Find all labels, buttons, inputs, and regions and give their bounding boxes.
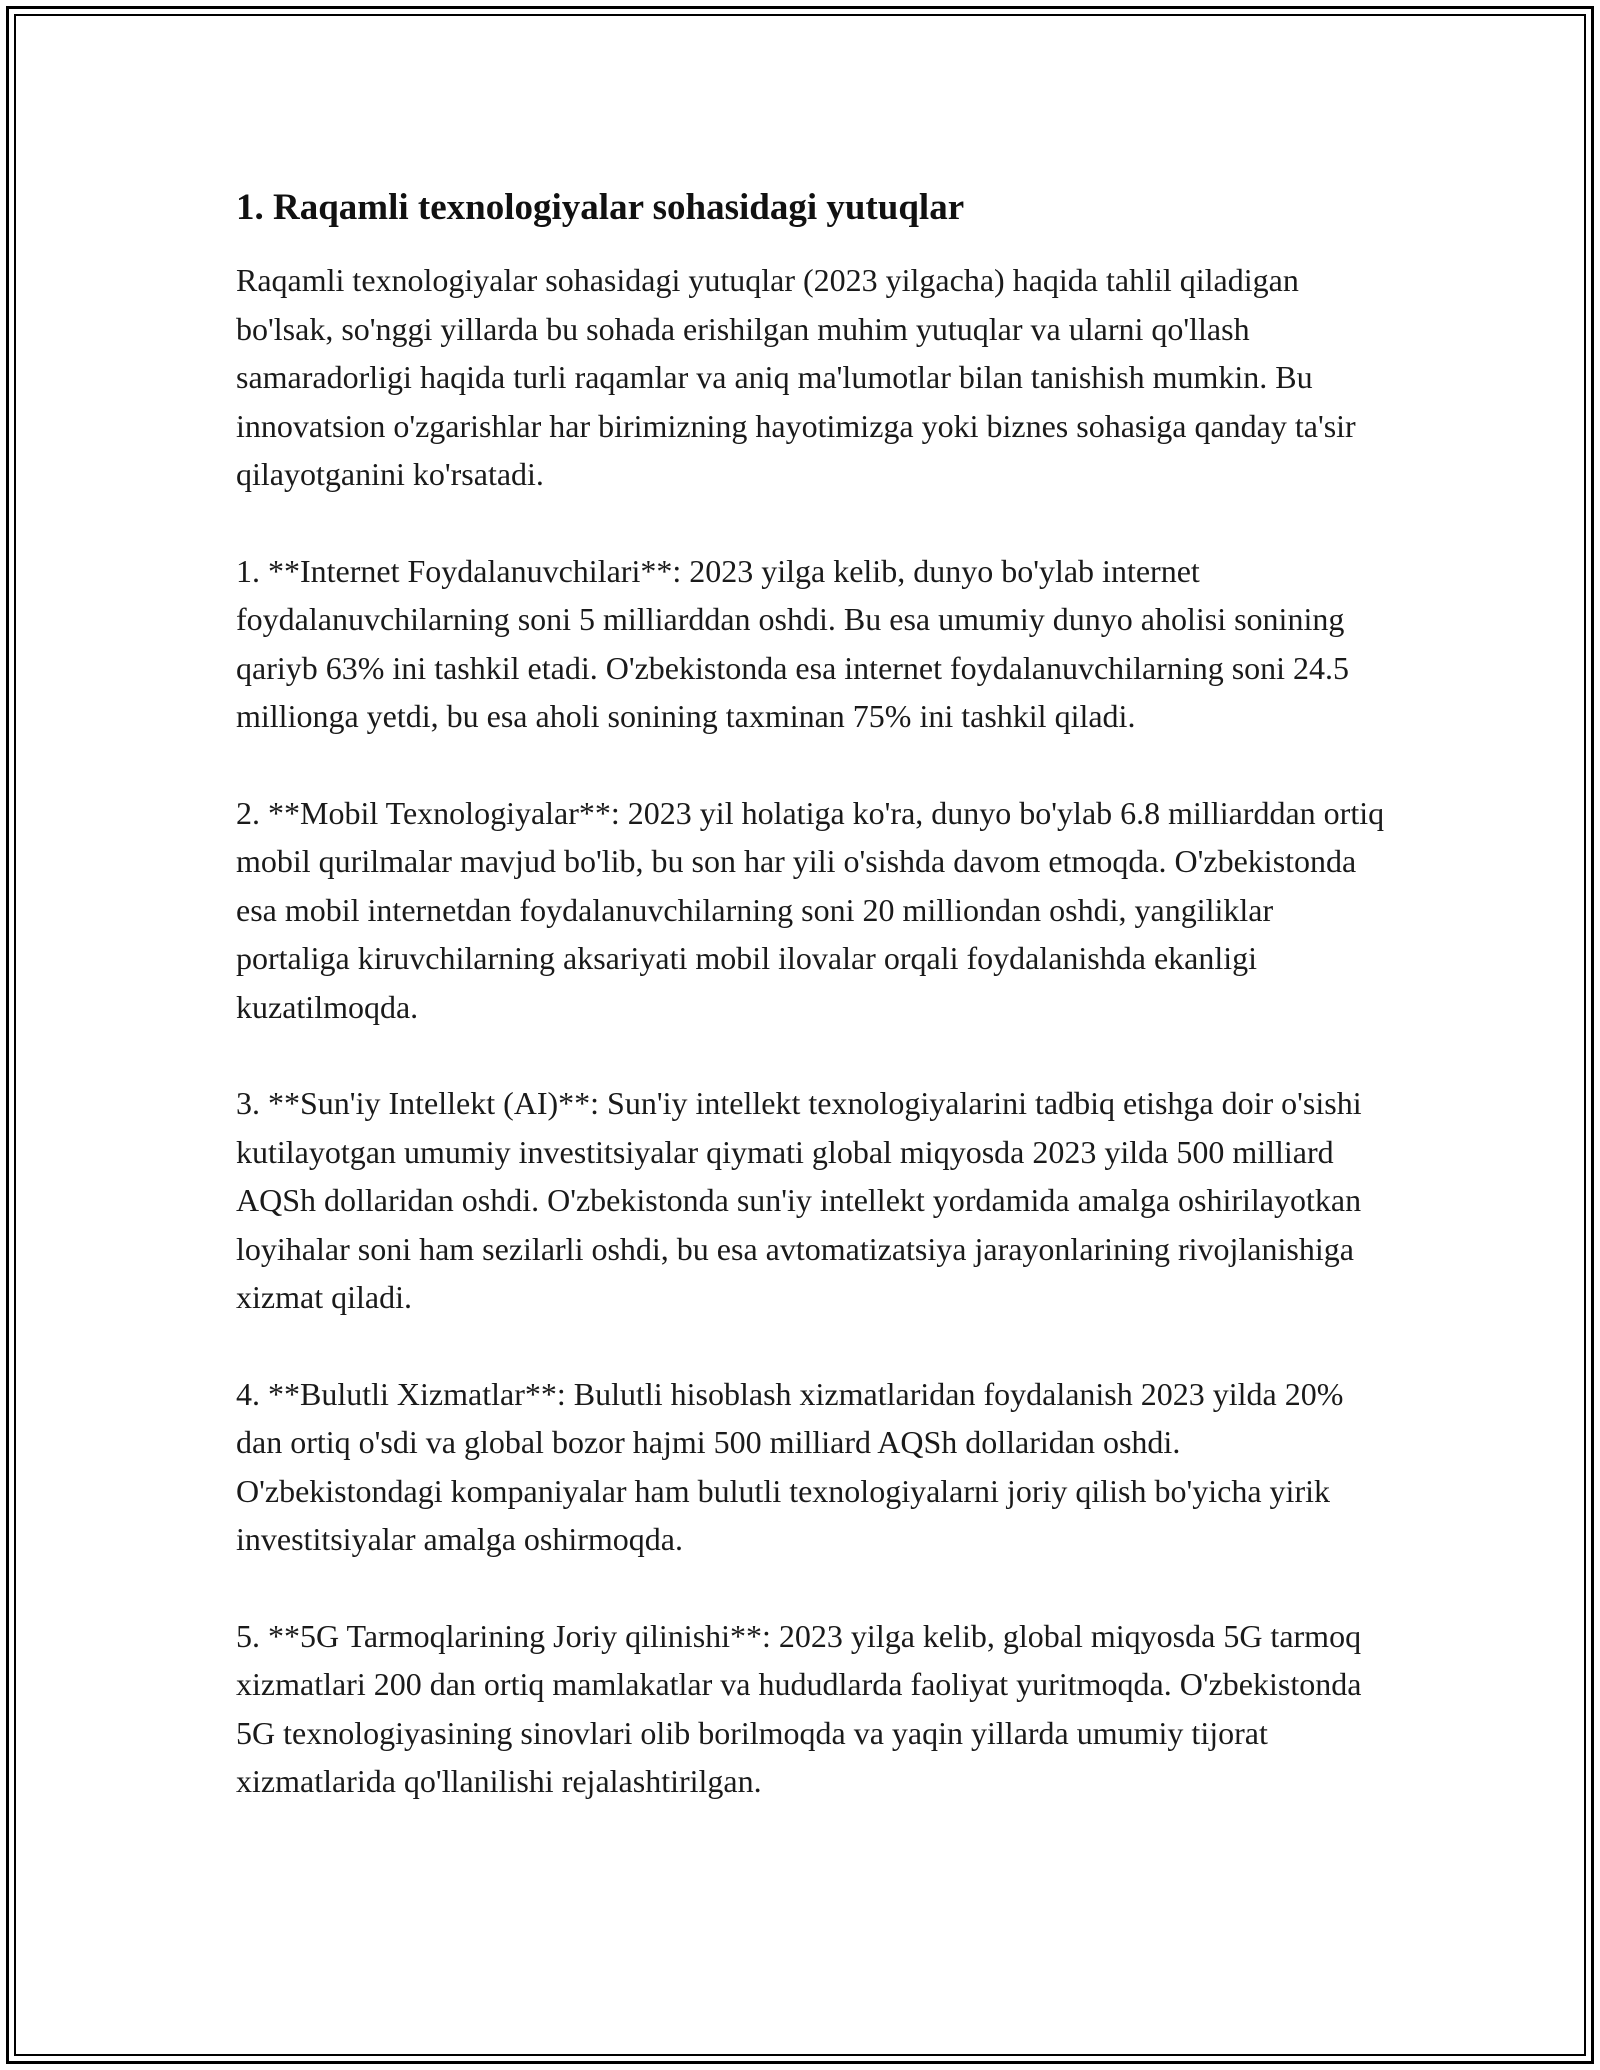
list-item-mobile-technologies: 2. **Mobil Texnologiyalar**: 2023 yil holatiga ko'ra, dunyo bo'ylab 6.8 milliarddan ortiq mobil qurilmalar mavjud bo'lib, bu son har yili o'sishda davom etmoqda. O'zbekistonda esa mobil internetdan foydalanuvchilarning soni 20 milliondan oshdi, yangiliklar portaliga kiruvchilarning aksariyati mobil ilovalar orqali foydalanishda ekanligi kuzatilmoqda. [236, 794, 1385, 1025]
list-item-artificial-intelligence: 3. **Sun'iy Intellekt (AI)**: Sun'iy intellekt texnologiyalarini tadbiq etishga doir o'sishi kutilayotgan umumiy investitsiyalar qiymati global miqyosda 2023 yilda 500 milliard AQSh dollaridan oshdi. O'zbekistonda sun'iy intellekt yordamida amalga oshirilayotkan loyihalar soni ham sezilarli oshdi, bu esa avtomatizatsiya jarayonlarining rivojlanishiga xizmat qiladi. [236, 1085, 1362, 1316]
list-item-internet-users: 1. **Internet Foydalanuvchilari**: 2023 yilga kelib, dunyo bo'ylab internet foydalanuvchilarning soni 5 milliarddan oshdi. Bu esa umumiy dunyo aholisi sonining qariyb 63% ini tashkil etadi. O'zbekistonda esa internet foydalanuvchilarning soni 24.5 millionga yetdi, bu esa aholi sonining taxminan 75% ini tashkil qiladi. [236, 552, 1350, 735]
list-item-cloud-services: 4. **Bulutli Xizmatlar**: Bulutli hisoblash xizmatlaridan foydalanish 2023 yilda 20% dan ortiq o'sdi va global bozor hajmi 500 milliard AQSh dollaridan oshdi. O'zbekistondagi kompaniyalar ham bulutli texnologiyalarni joriy qilish bo'yicha yirik investitsiyalar amalga oshirmoqda. [236, 1375, 1344, 1558]
document-body [236, 186, 1386, 1806]
section-heading: 1. Raqamli texnologiyalar sohasidagi yutuqlar [236, 187, 965, 228]
list-item-5g-networks: 5. **5G Tarmoqlarining Joriy qilinishi**: 2023 yilga kelib, global miqyosda 5G tarmoq xizmatlari 200 dan ortiq mamlakatlar va hududlarda faoliyat yuritmoqda. O'zbekistonda 5G texnologiyasining sinovlari olib borilmoqda va yaqin yillarda umumiy tijorat xizmatlarida qo'llanilishi rejalashtirilgan. [236, 1617, 1362, 1800]
intro-paragraph: Raqamli texnologiyalar sohasidagi yutuqlar (2023 yilgacha) haqida tahlil qiladigan bo'lsak, so'nggi yillarda bu sohada erishilgan muhim yutuqlar va ularni qo'llash samaradorligi haqida turli raqamlar va aniq ma'lumotlar bilan tanishish mumkin. Bu innovatsion o'zgarishlar har birimizning hayotimizga yoki biznes sohasiga qanday ta'sir qilayotganini ko'rsatadi. [236, 262, 1356, 493]
